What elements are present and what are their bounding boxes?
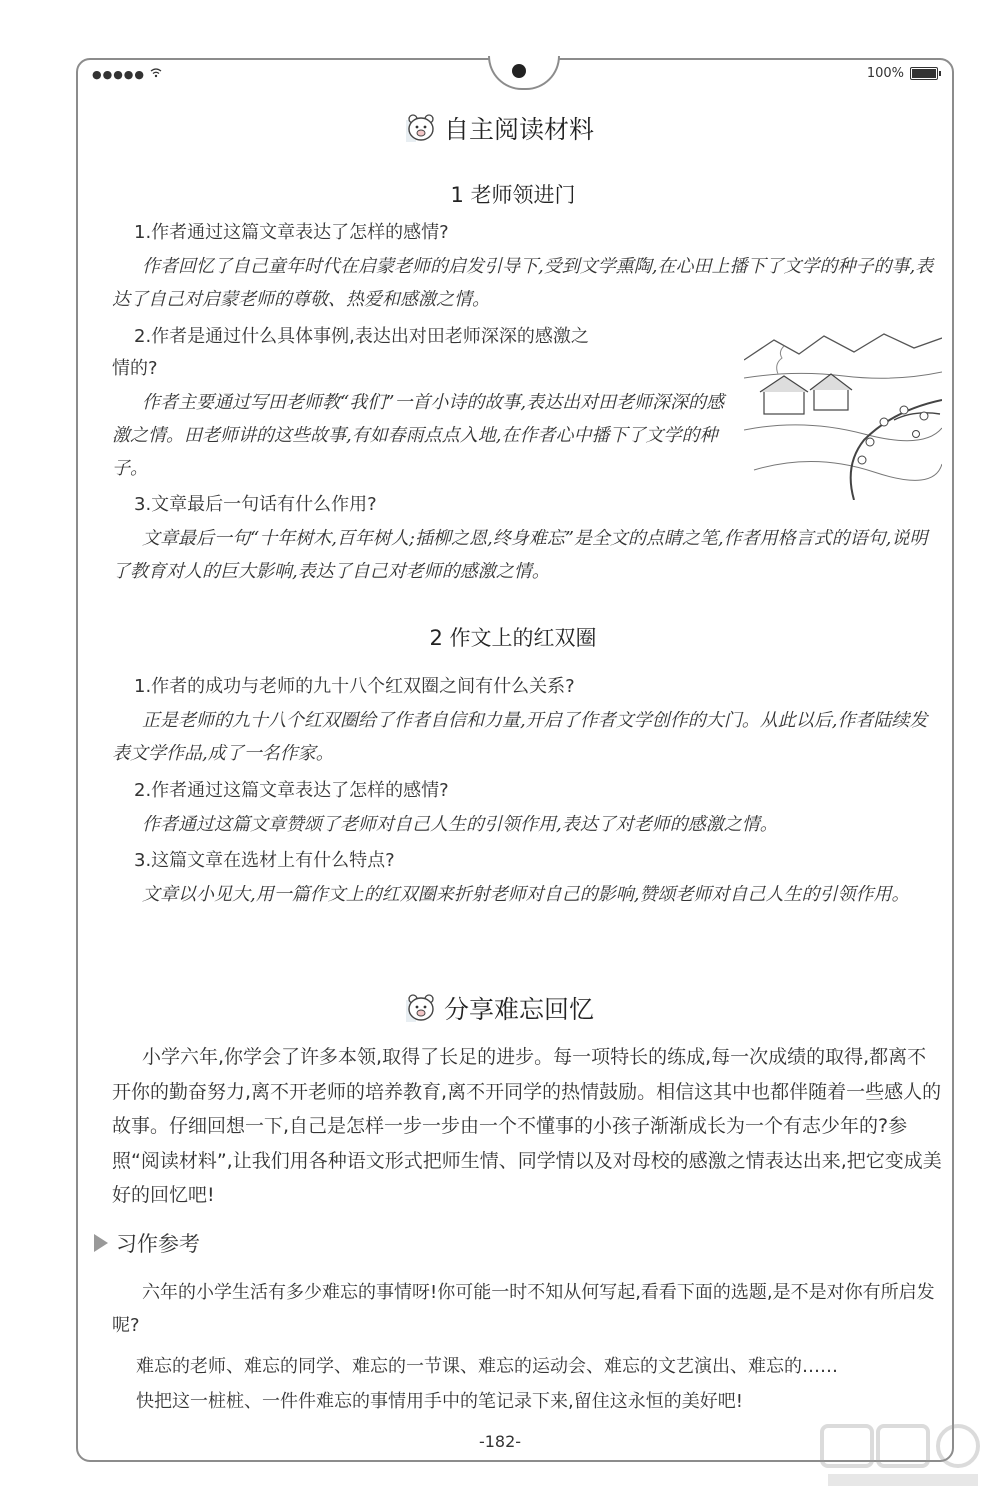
section-title: 分享难忘回忆 xyxy=(444,995,595,1024)
camera-icon xyxy=(512,64,526,78)
bear-mascot-icon xyxy=(404,112,438,144)
reference-paragraph: 六年的小学生活有多少难忘的事情呀!你可能一时不知从何写起,看看下面的选题,是不是对你有所启发呢? xyxy=(112,1282,935,1336)
intro-paragraph: 小学六年,你学会了许多本领,取得了长足的进步。每一项特长的练成,每一次成绩的取得,都离不开你的勤奋努力,离不开老师的培养教育,离不开同学的热情鼓励。相信这其中也都伴随着一些感人的故事。仔细回想一下,自己是怎样一步一步由一个不懂事的小孩子渐渐成长为一个有志少年的?参照“阅读材料”,让我们用各种语文形式把师生情、同学情以及对母校的感激之情表达出来,把它变成美好的回忆吧! xyxy=(112,1046,942,1206)
reference-title: 习作参考 xyxy=(116,1232,200,1256)
answer: 作者回忆了自己童年时代在启蒙老师的启发引导下,受到文学熏陶,在心田上播下了文学的种子的事,表达了自己对启蒙老师的尊敬、热爱和感激之情。 xyxy=(112,256,934,310)
question: 1.作者的成功与老师的九十八个红双圈之间有什么关系? xyxy=(134,676,575,697)
answer: 文章以小见大,用一篇作文上的红双圈来折射老师对自己的影响,赞颂老师对自己人生的引领作用。 xyxy=(142,884,910,905)
triangle-arrow-icon xyxy=(94,1234,108,1252)
signal-dots: ●●●●● xyxy=(92,68,150,81)
signal-indicator xyxy=(92,68,162,81)
answer: 作者通过这篇文章赞颂了老师对自己人生的引领作用,表达了对老师的感激之情。 xyxy=(142,814,778,835)
wifi-icon xyxy=(150,68,162,81)
battery-fill xyxy=(912,69,936,78)
question-continued: 情的? xyxy=(112,358,158,379)
reference-heading xyxy=(94,1228,200,1258)
page-number: -182- xyxy=(478,1432,522,1451)
bear-mascot-icon xyxy=(404,992,438,1024)
battery-percent: 100% xyxy=(866,66,904,81)
answer: 正是老师的九十八个红双圈给了作者自信和力量,开启了作者文学创作的大门。从此以后,作者陆续发表文学作品,成了一名作家。 xyxy=(112,710,928,764)
answer: 文章最后一句“十年树木,百年树人;插柳之恩,终身难忘”是全文的点睛之笔,作者用格言式的语句,说明了教育对人的巨大影响,表达了自己对老师的感激之情。 xyxy=(112,528,928,582)
question: 2.作者通过这篇文章表达了怎样的感情? xyxy=(134,780,449,801)
watermark-logo xyxy=(818,1420,988,1492)
question: 1.作者通过这篇文章表达了怎样的感情? xyxy=(134,222,449,243)
section-title: 自主阅读材料 xyxy=(444,115,595,144)
section-heading-reading xyxy=(404,110,594,146)
article-title: 1 老师领进门 xyxy=(450,183,576,207)
question: 3.文章最后一句话有什么作用? xyxy=(134,494,377,515)
article-title: 2 作文上的红双圈 xyxy=(429,626,597,650)
village-landscape-illustration xyxy=(744,330,942,500)
battery-icon xyxy=(910,67,938,80)
battery-status xyxy=(867,66,938,81)
closing-line: 快把这一桩桩、一件件难忘的事情用手中的笔记录下来,留住这永恒的美好吧! xyxy=(136,1391,743,1412)
topic-list: 难忘的老师、难忘的同学、难忘的一节课、难忘的运动会、难忘的文艺演出、难忘的…… xyxy=(136,1356,838,1377)
section-heading-share xyxy=(404,990,594,1026)
question: 3.这篇文章在选材上有什么特点? xyxy=(134,850,395,871)
answer: 作者主要通过写田老师教“我们”一首小诗的故事,表达出对田老师深深的感激之情。田老师讲的这些故事,有如春雨点点入地,在作者心中播下了文学的种子。 xyxy=(112,392,725,479)
question: 2.作者是通过什么具体事例,表达出对田老师深深的感激之 xyxy=(134,326,589,347)
